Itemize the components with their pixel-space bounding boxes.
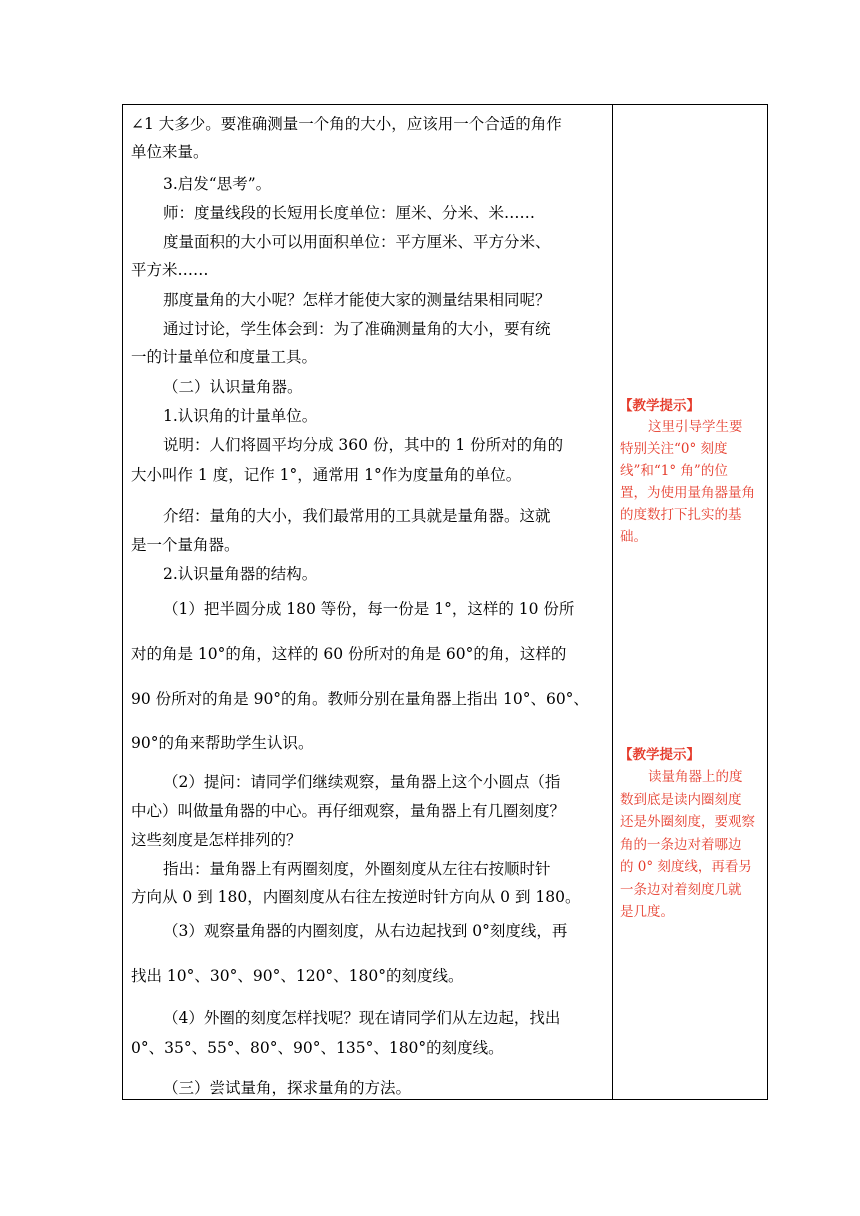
content-line: 90°的角来帮助学生认识。 xyxy=(131,734,314,752)
content-line: 师：度量线段的长短用长度单位：厘米、分米、米…… xyxy=(163,204,536,222)
content-line: 2.认识量角器的结构。 xyxy=(163,565,318,583)
content-line: 介绍：量角的大小，我们最常用的工具就是量角器。这就 xyxy=(163,507,551,525)
content-line: 那度量角的大小呢？怎样才能使大家的测量结果相同呢？ xyxy=(163,291,551,309)
content-line: 1.认识角的计量单位。 xyxy=(163,407,318,425)
content-line: （3）观察量角器的内圈刻度，从右边起找到 0°刻度线，再 xyxy=(163,922,568,940)
content-line: 方向从 0 到 180，内圈刻度从右往左按逆时针方向从 0 到 180。 xyxy=(131,888,581,906)
lesson-table xyxy=(122,104,768,1100)
teaching-tip-title: 【教学提示】 xyxy=(619,747,700,763)
content-line: 0°、35°、55°、80°、90°、135°、180°的刻度线。 xyxy=(131,1039,504,1057)
content-line: 大小叫作 1 度，记作 1°，通常用 1°作为度量角的单位。 xyxy=(131,466,522,484)
section-heading: （二）认识量角器。 xyxy=(163,378,303,396)
teaching-tip-line: 角的一条边对着哪边 xyxy=(620,837,742,853)
content-line: 3.启发“思考”。 xyxy=(163,175,272,193)
teaching-tip-line: 一条边对着刻度几就 xyxy=(620,882,742,898)
content-line: 是一个量角器。 xyxy=(131,536,240,554)
teaching-tip-line: 的度数打下扎实的基 xyxy=(620,507,742,523)
content-line: 度量面积的大小可以用面积单位：平方厘米、平方分米、 xyxy=(163,233,551,251)
teaching-tip-line: 础。 xyxy=(620,529,647,545)
content-line: （1）把半圆分成 180 等份，每一份是 1°，这样的 10 份所 xyxy=(163,600,575,618)
teaching-tip-title: 【教学提示】 xyxy=(619,398,700,414)
content-line: 90 份所对的角是 90°的角。教师分别在量角器上指出 10°、60°、 xyxy=(131,690,589,708)
content-line: （4）外圈的刻度怎样找呢？现在请同学们从左边起，找出 xyxy=(163,1009,561,1027)
content-line: 找出 10°、30°、90°、120°、180°的刻度线。 xyxy=(131,967,464,985)
teaching-tip-line: 读量角器上的度 xyxy=(648,769,743,785)
content-line: ∠1 大多少。要准确测量一个角的大小，应该用一个合适的角作 xyxy=(131,115,562,133)
teaching-tip-line: 线”和“1° 角”的位 xyxy=(620,463,728,479)
content-line: 中心）叫做量角器的中心。再仔细观察，量角器上有几圈刻度？ xyxy=(131,802,566,820)
content-line: （2）提问：请同学们继续观察，量角器上这个小圆点（指 xyxy=(163,773,561,791)
content-line: 这些刻度是怎样排列的？ xyxy=(131,831,302,849)
teaching-tip-line: 数到底是读内圈刻度 xyxy=(620,792,742,808)
teaching-tip-line: 的 0° 刻度线，再看另 xyxy=(620,859,752,875)
content-line: 一的计量单位和度量工具。 xyxy=(131,348,318,366)
teaching-tip-line: 置，为使用量角器量角 xyxy=(620,485,755,501)
teaching-tips-column xyxy=(613,105,767,1099)
content-line: 指出：量角器上有两圈刻度，外圈刻度从左往右按顺时针 xyxy=(163,860,551,878)
teaching-tip-line: 特别关注“0° 刻度 xyxy=(620,441,728,457)
content-line: 单位来量。 xyxy=(131,143,209,161)
lesson-content-column xyxy=(123,105,612,1099)
teaching-tip-line: 还是外圈刻度，要观察 xyxy=(620,814,755,830)
teaching-tip-line: 这里引导学生要 xyxy=(648,419,743,435)
content-line: 对的角是 10°的角，这样的 60 份所对的角是 60°的角，这样的 xyxy=(131,645,567,663)
content-line: 平方米…… xyxy=(131,261,209,279)
teaching-tip-line: 是几度。 xyxy=(620,904,674,920)
content-line: 通过讨论，学生体会到：为了准确测量角的大小，要有统 xyxy=(163,320,551,338)
section-heading: （三）尝试量角，探求量角的方法。 xyxy=(163,1079,412,1097)
content-line: 说明：人们将圆平均分成 360 份，其中的 1 份所对的角的 xyxy=(163,436,564,454)
